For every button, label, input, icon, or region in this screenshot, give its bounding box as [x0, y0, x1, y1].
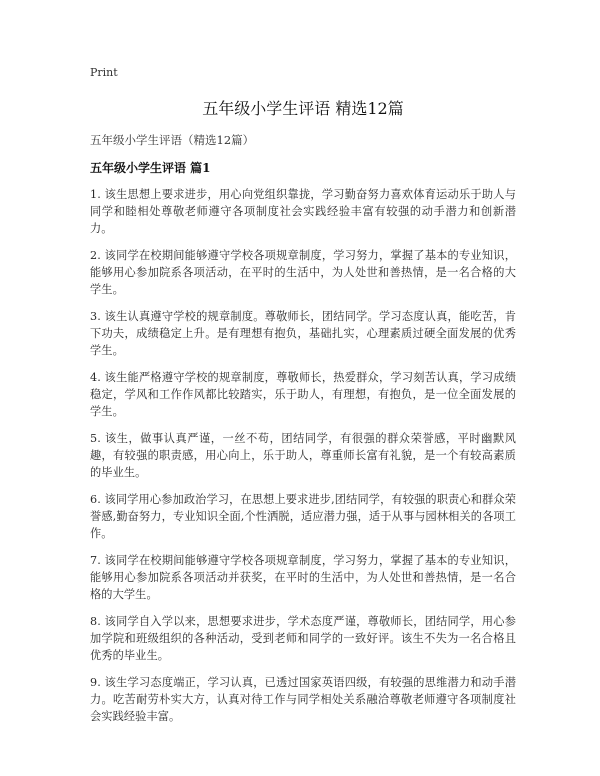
paragraph-7: 7. 该同学在校期间能够遵守学校各项规章制度，学习努力，掌握了基本的专业知识，能够用心参加院系各项活动并获奖，在平时的生活中，为人处世和善热情，是一名合格的大学生。: [90, 554, 516, 601]
paragraph-5: 5. 该生，做事认真严谨，一丝不苟，团结同学，有很强的群众荣誉感，平时幽默风趣，有较强的职责感，用心向上，乐于助人，尊重师长富有礼貌，是一个有较高素质的毕业生。: [90, 432, 516, 479]
paragraph-2: 2. 该同学在校期间能够遵守学校各项规章制度，学习努力，掌握了基本的专业知识，能够用心参加院系各项活动，在平时的生活中，为人处世和善热情，是一名合格的大学生。: [90, 249, 516, 296]
document-subtitle: 五年级小学生评语（精选12篇）: [90, 133, 255, 147]
section-heading: 五年级小学生评语 篇1: [90, 161, 211, 175]
paragraph-9: 9. 该生学习态度端正，学习认真，已透过国家英语四级，有较强的思维潜力和动手潜力。吃苦耐劳朴实大方，认真对待工作与同学相处关系融洽尊敬老师遵守各项制度社会实践经验丰富。: [90, 676, 516, 723]
paragraph-6: 6. 该同学用心参加政治学习，在思想上要求进步,团结同学，有较强的职责心和群众荣誉感,勤奋努力，专业知识全面,个性洒脱，适应潜力强，适于从事与园林相关的各项工作。: [90, 493, 516, 540]
paragraph-8: 8. 该同学自入学以来，思想要求进步，学术态度严谨，尊敬师长，团结同学，用心参加学院和班级组织的各种活动，受到老师和同学的一致好评。该生不失为一名合格且优秀的毕业生。: [90, 615, 516, 662]
paragraph-4: 4. 该生能严格遵守学校的规章制度，尊敬师长，热爱群众，学习刻苦认真，学习成绩稳定，学风和工作作风都比较踏实，乐于助人，有理想，有抱负，是一位全面发展的学生。: [90, 371, 516, 418]
paragraph-1: 1. 该生思想上要求进步，用心向党组织靠拢，学习勤奋努力喜欢体育运动乐于助人与同学和睦相处尊敬老师遵守各项制度社会实践经验丰富有较强的动手潜力和创新潜力。: [90, 188, 516, 235]
document-title: 五年级小学生评语 精选12篇: [202, 99, 404, 118]
paragraph-3: 3. 该生认真遵守学校的规章制度。尊敬师长，团结同学。学习态度认真，能吃苦，肯下功夫，成绩稳定上升。是有理想有抱负，基础扎实，心理素质过硬全面发展的优秀学生。: [90, 310, 516, 357]
print-label[interactable]: Print: [90, 66, 118, 79]
